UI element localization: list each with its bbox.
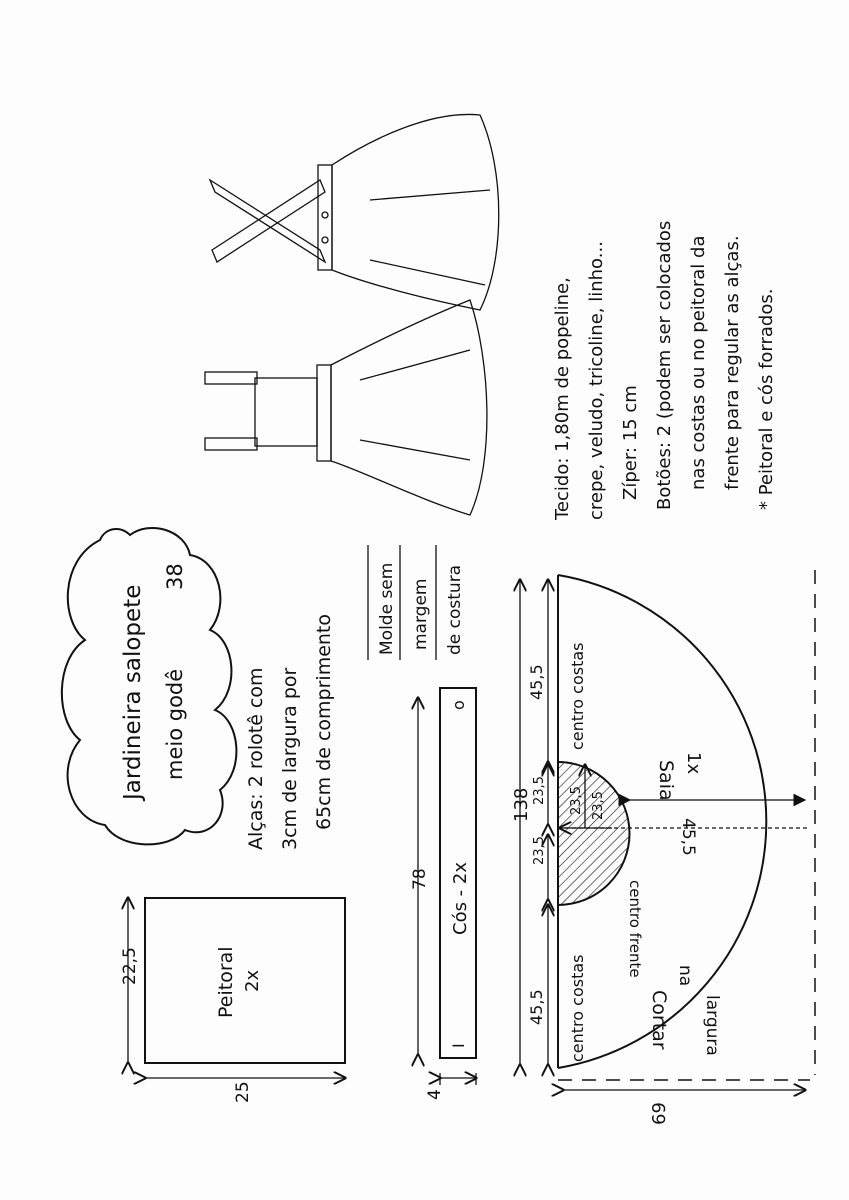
bodice-label: Peitoral — [215, 946, 237, 1018]
skirt-back-center-right: centro costas — [568, 642, 587, 750]
straps-line1: Alças: 2 rolotê com — [245, 667, 267, 850]
materials-line4: Botões: 2 (podem ser colocados — [654, 220, 675, 510]
jumpsuit-front-illustration — [205, 300, 487, 515]
skirt-front-center: centro frente — [626, 880, 644, 978]
skirt-side-right: 45,5 — [527, 664, 546, 700]
skirt-inner-radius-3: 23,5 — [569, 786, 584, 815]
skirt-side-left: 45,5 — [527, 989, 546, 1025]
waistband-width: 4 — [425, 1089, 445, 1100]
skirt-back-center-left: centro costas — [568, 954, 587, 1062]
skirt-qty: 1x — [683, 752, 704, 775]
skirt-total-height: 69 — [649, 1102, 670, 1125]
materials-line3: Zíper: 15 cm — [620, 385, 641, 500]
jumpsuit-back-illustration — [210, 114, 499, 310]
skirt-cut-note-2: na — [675, 965, 695, 987]
waistband-marker-right: o — [449, 700, 468, 710]
skirt-inner-radius-1: 23,5 — [532, 836, 547, 865]
waistband-length: 78 — [410, 868, 430, 890]
skirt-inner-radius-4: 23,5 — [591, 791, 606, 820]
title-line1: Jardineira salopete — [120, 584, 146, 800]
title-cloud — [62, 528, 237, 844]
title-size: 38 — [163, 563, 187, 590]
waistband-label: Cós - 2x — [450, 861, 471, 935]
title-line2: meio godê — [163, 668, 187, 780]
seam-line1: Molde sem — [377, 562, 397, 655]
materials-line2: crepe, veludo, tricoline, linho... — [586, 241, 607, 520]
bodice-qty: 2x — [242, 969, 263, 992]
straps-line3: 65cm de comprimento — [313, 613, 335, 830]
skirt-cut-note-1: Cortar — [648, 990, 670, 1050]
waistband-marker-left: I — [449, 1043, 468, 1048]
seam-line2: margem — [411, 578, 431, 650]
materials-line5: nas costas ou no peitoral da — [688, 235, 709, 490]
skirt-total-width: 138 — [511, 787, 532, 822]
bodice-width: 22,5 — [120, 947, 140, 985]
skirt-cut-note-3: largura — [702, 995, 722, 1056]
materials-line6: frente para regular as alças. — [722, 235, 743, 490]
seam-line3: de costura — [445, 564, 465, 655]
skirt-inner-radius-2: 23,5 — [532, 776, 547, 805]
bodice-height: 25 — [233, 1081, 253, 1103]
materials-line7: * Peitoral e cós forrados. — [756, 288, 777, 510]
skirt-hem-depth: 45,5 — [678, 818, 698, 856]
straps-line2: 3cm de largura por — [279, 667, 301, 850]
skirt-label: Saia — [655, 760, 677, 801]
materials-line1: Tecido: 1,80m de popeline, — [552, 277, 573, 520]
